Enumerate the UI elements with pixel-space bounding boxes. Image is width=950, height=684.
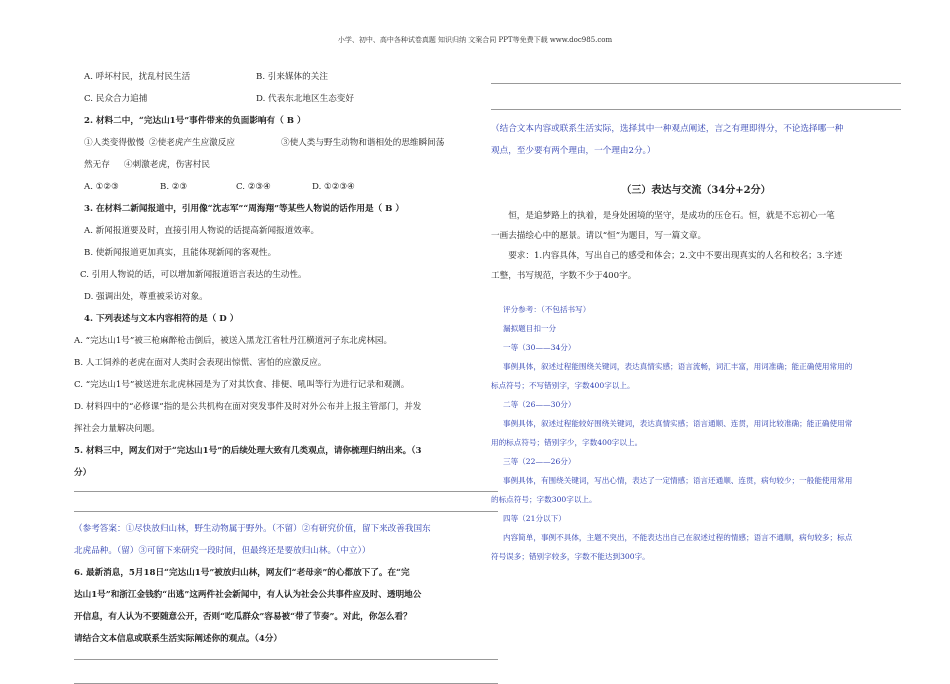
q2-item-2: ②使老虎产生应激反应 [149, 138, 235, 148]
q6-hint: （结合文本内容或联系生活实际，选择其中一种观点阐述，言之有理即得分，不论选择哪一种 [491, 124, 844, 134]
scoring-missing-title: 漏拟题目扣一分 [503, 324, 557, 333]
q2-option-b: B. ②③ [160, 182, 188, 192]
grade-1-title: 一等（30——34分） [503, 343, 576, 352]
q2-item-3: ③使人类与野生动物和谐相处的思维瞬间荡 [281, 138, 445, 148]
q3-option-b: B. 使新闻报道更加真实，且能体现新闻的客观性。 [84, 248, 277, 258]
q2-option-d: D. ①②③④ [312, 182, 355, 192]
grade-4-desc: 内容简单，事例不具体，主题不突出，不能表达出自己在叙述过程的情感；语言不通顺，病句较多；标点 [503, 533, 853, 542]
q1-options-row2 [74, 88, 498, 110]
grade-3-desc-cont: 的标点符号；字数300字以上。 [491, 495, 597, 504]
grade-3-desc: 事例具体，有围绕关键词，写出心情，表达了一定情感；语言还通顺、连贯，病句较少；一般能使用常用 [503, 476, 853, 485]
q4-option-c: C. “完达山1号”被送进东北虎林园是为了对其饮食、排便、吼叫等行为进行记录和观测。 [74, 380, 410, 390]
scoring-title: 评分参考：（不包括书写） [503, 305, 591, 314]
page-header: 小学、初中、高中各种试卷真题 知识归纳 文案合同 PPT等免费下载 www.doc985.com [337, 36, 613, 44]
q5-answer-cont: 北虎品种。（留）③可留下来研究一段时间，但最终还是要放归山林。（中立）） [74, 546, 371, 556]
q2-stem: 2. 材料二中，“完达山1号”事件带来的负面影响有（ B ） [84, 116, 306, 126]
q1-option-d: D. 代表东北地区生态变好 [256, 94, 354, 104]
grade-1-desc-cont: 标点符号；不写错别字，字数400字以上。 [491, 381, 635, 390]
q2-options [74, 176, 498, 198]
q2-item-1: ①人类变得傲慢 [84, 138, 145, 148]
q2-line1 [74, 132, 498, 154]
grade-2-title: 二等（26——30分） [503, 400, 576, 409]
q2-option-a: A. ①②③ [84, 182, 119, 192]
q2-item-4: ④刺激老虎，伤害村民 [124, 160, 210, 170]
essay-requirements: 要求：1.内容具体，写出自己的感受和体会；2.文中不要出现真实的人名和校名；3.字迹 [508, 251, 843, 261]
q6-hint-cont: 观点，至少要有两个理由，一个理由2分。） [491, 146, 656, 156]
grade-4-title: 四等（21分以下） [503, 514, 566, 523]
essay-prompt-cont: 一画去描绘心中的愿景。请以“恒”为题目，写一篇文章。 [491, 231, 707, 241]
left-column [74, 66, 498, 684]
grade-2-desc-cont: 用的标点符号；错别字少，字数400字以上。 [491, 438, 643, 447]
q3-option-a: A. 新闻报道要及时，直接引用人物说的话提高新闻报道效率。 [84, 226, 320, 236]
q6-stem: 6. 最新消息，5月18日“完达山1号”被放归山林，网友们“老母亲”的心都放下了。在“完 [74, 568, 410, 578]
section-title: （三）表达与交流（34分+2分） [621, 185, 771, 196]
right-column [491, 66, 901, 566]
q3-option-d: D. 强调出处，尊重被采访对象。 [84, 292, 208, 302]
q2-line2 [74, 154, 498, 176]
grade-3-title: 三等（22——26分） [503, 457, 576, 466]
answer-line [74, 510, 498, 512]
q4-option-a: A. “完达山1号”被三枪麻醉枪击倒后，被送入黑龙江省牡丹江横道河子东北虎林园。 [74, 336, 393, 346]
q6-stem-4: 请结合文本信息或联系生活实际阐述你的观点。（4分） [74, 634, 282, 644]
q6-stem-2: 达山1号”和浙江金钱豹“出逃”这两件社会新闻中，有人认为社会公共事件应及时、透明地公 [74, 590, 422, 600]
q1-option-a: A. 呼坏村民，扰乱村民生活 [84, 72, 191, 82]
q3-stem: 3. 在材料二新闻报道中，引用像“沈志军”“周海翔”等某些人物说的话作用是（ B ） [84, 204, 404, 214]
q4-option-b: B. 人工饲养的老虎在面对人类时会表现出惊慌、害怕的应激反应。 [74, 358, 327, 368]
essay-requirements-cont: 工整，书写规范，字数不少于400字。 [491, 271, 637, 281]
q1-option-b: B. 引来媒体的关注 [256, 72, 328, 82]
grade-2-desc: 事例具体，叙述过程能较好围绕关键词，表达真情实感；语言通顺、连贯，用词比较准确；能正确使用常 [503, 419, 853, 428]
q5-stem: 5. 材料三中，网友们对于“完达山1号”的后续处理大致有几类观点，请你梳理归纳出来。（3 [74, 446, 422, 456]
q2-item-3-cont: 然无存 [84, 160, 110, 170]
q3-option-c: C. 引用人物说的话，可以增加新闻报道语言表达的生动性。 [80, 270, 307, 280]
q1-option-c: C. 民众合力追捕 [84, 94, 148, 104]
grade-4-desc-cont: 符号误多；错别字较多，字数不能达到300字。 [491, 552, 650, 561]
q1-options-row1 [74, 66, 498, 88]
q4-stem: 4. 下列表述与文本内容相符的是（ D ） [84, 314, 239, 324]
q5-stem-cont: 分） [74, 468, 92, 478]
q5-answer: （参考答案：①尽快放归山林，野生动物属于野外。（不留）②有研究价值，留下来改善我国东 [74, 524, 431, 534]
q4-option-d-cont: 挥社会力量解决问题。 [74, 424, 160, 434]
q2-option-c: C. ②③④ [236, 182, 271, 192]
q6-stem-3: 开信息，有人认为不要随意公开，否则“吃瓜群众”容易被“带了节奏”。对此，你怎么看？ [74, 612, 412, 622]
essay-prompt: 恒，是追梦路上的执着，是身处困境的坚守，是成功的压仓石。恒，就是不忘初心一笔 [508, 211, 835, 221]
grade-1-desc: 事例具体，叙述过程能围绕关键词，表达真情实感；语言流畅，词汇丰富，用词准确；能正确使用常用的 [503, 362, 853, 371]
q4-option-d: D. 材料四中的“必修课”指的是公共机构在面对突发事件及时对外公布并上报主管部门，并发 [74, 402, 422, 412]
